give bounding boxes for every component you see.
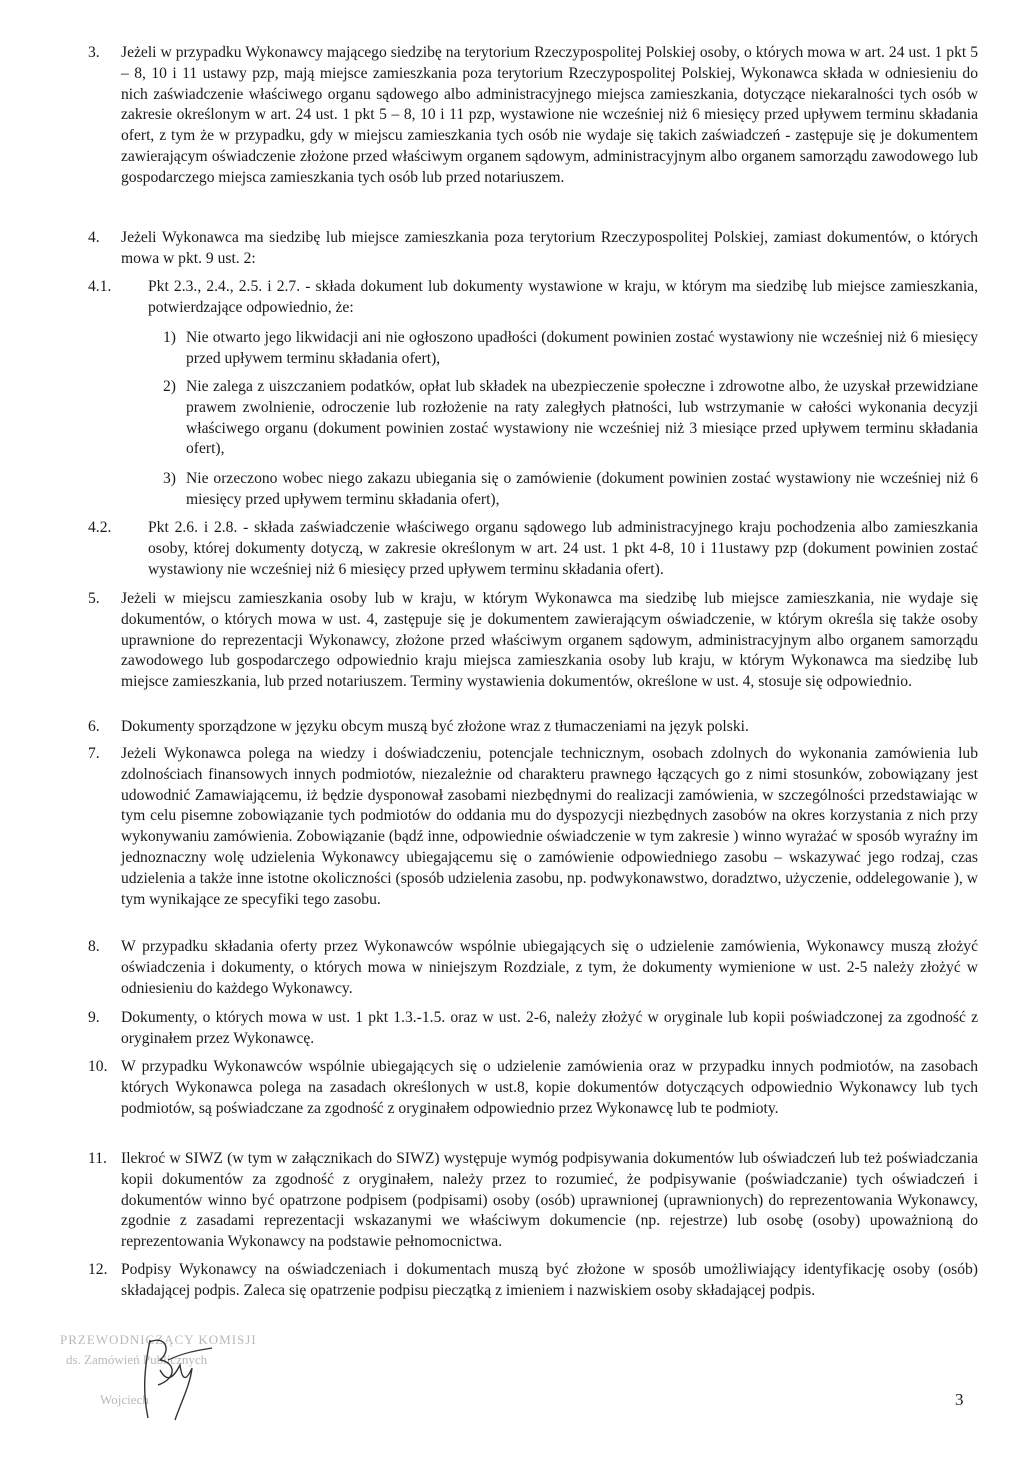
paragraph-11 bbox=[88, 1149, 978, 1253]
paragraph-text: Dokumenty, o których mowa w ust. 1 pkt 1.3.-1.5. oraz w ust. 2-6, należy złożyć w oryginale lub kopii poświadczonej za zgodność z oryginałem przez Wykonawcę. bbox=[121, 1009, 978, 1047]
paragraph-text: Jeżeli w przypadku Wykonawcy mającego siedzibę na terytorium Rzeczypospolitej Polskiej osoby, o których mowa w art. 24 ust. 1 pkt 5 – 8, 10 i 11 ustawy pzp, mają miejsce zamieszkania poza terytorium Rzeczypospolitej Polskiej, Wykonawca składa w odniesieniu do nich zaświadczenie właściwego organu sądowego albo administracyjnego miejsca zamieszkania, dotyczące niekaralności tych osób w zakresie określonym w art. 24 ust. 1 pkt 5 – 8, 10 i 11 pzp, wystawione nie wcześniej niż 6 miesięcy przed upływem terminu składania ofert, z tym że w przypadku, gdy w miejscu zamieszkania tych osób nie wydaje się takich zaświadczeń - zastępuje się je dokumentem zawierającym oświadczenie złożone przed właściwym organem sądowym, administracyjnym albo organem samorządu zawodowego lub gospodarczego miejsca zamieszkania tych osób lub przed notariuszem. bbox=[121, 44, 978, 186]
paragraph-number: 4.1. bbox=[88, 278, 112, 295]
paragraph-4 bbox=[88, 228, 978, 270]
paragraph-number: 3. bbox=[88, 44, 100, 61]
paragraph-number: 7. bbox=[88, 745, 100, 762]
paragraph-number: 8. bbox=[88, 938, 100, 955]
paragraph-text: Pkt 2.3., 2.4., 2.5. i 2.7. - składa dokument lub dokumenty wystawione w kraju, w którym ma siedzibę lub miejsce zamieszkania, potwierdzające odpowiednio, że: bbox=[148, 278, 978, 316]
point-text: Nie zalega z uiszczaniem podatków, opłat lub składek na ubezpieczenie społeczne i zdrowotne albo, że uzyskał przewidziane prawem zwolnienie, odroczenie lub rozłożenie na raty zaległych płatności, lub wstrzymanie w całości wykonania decyzji właściwego organu (dokument powinien zostać wystawiony nie wcześniej niż 3 miesiące przed upływem terminu składania ofert), bbox=[186, 378, 978, 458]
paragraph-number: 12. bbox=[88, 1261, 108, 1278]
paragraph-text: Jeżeli w miejscu zamieszkania osoby lub w kraju, w którym Wykonawca ma siedzibę lub miejsce zamieszkania, nie wydaje się dokumentów, o których mowa w ust. 4, zastępuje się je dokumentem zawierającym oświadczenie, w którym określa się także osoby uprawnione do reprezentacji Wykonawcy, złożone przed właściwym organem sądowym, administracyjnym albo organem samorządu zawodowego lub gospodarczego odpowiednio kraju miejsca zamieszkania osoby lub kraju, w którym Wykonawca ma siedzibę lub miejsce zamieszkania, lub przed notariuszem. Terminy wystawienia dokumentów, określone w ust. 4, stosuje się odpowiednio. bbox=[121, 590, 978, 691]
point-number: 1) bbox=[163, 329, 176, 346]
paragraph-number: 9. bbox=[88, 1009, 100, 1026]
paragraph-7 bbox=[88, 744, 978, 910]
paragraph-number: 4. bbox=[88, 229, 100, 246]
paragraph-text: Jeżeli Wykonawca ma siedzibę lub miejsce zamieszkania poza terytorium Rzeczypospolitej Polskiej, zamiast dokumentów, o których mowa w pkt. 9 ust. 2: bbox=[121, 229, 978, 267]
paragraph-number: 11. bbox=[88, 1150, 107, 1167]
paragraph-6 bbox=[88, 717, 978, 738]
point-number: 2) bbox=[163, 378, 176, 395]
point-2 bbox=[163, 377, 978, 460]
paragraph-3 bbox=[88, 43, 978, 189]
paragraph-12 bbox=[88, 1260, 978, 1302]
point-3 bbox=[163, 469, 978, 511]
paragraph-number: 5. bbox=[88, 590, 100, 607]
paragraph-text: Podpisy Wykonawcy na oświadczeniach i dokumentach muszą być złożone w sposób umożliwiający identyfikację osoby (osób) składającej podpis. Zaleca się opatrzenie podpisu pieczątką z imieniem i nazwiskiem osoby składającej podpis. bbox=[121, 1261, 978, 1299]
paragraph-text: Ilekroć w SIWZ (w tym w załącznikach do SIWZ) występuje wymóg podpisywania dokumentów lub oświadczeń lub też poświadczania kopii dokumentów za zgodność z oryginałem, należy przez to rozumieć, że podpisywanie (poświadczanie) tych oświadczeń i dokumentów winno być opatrzone podpisem (podpisami) osoby (osób) uprawnionej (uprawnionych) do reprezentowania Wykonawcy, zgodnie z zasadami reprezentacji wskazanymi we właściwym dokumencie (np. rejestrze) lub osobę (osoby) upoważnioną do reprezentowania Wykonawcy na podstawie pełnomocnictwa. bbox=[121, 1150, 978, 1251]
paragraph-9 bbox=[88, 1008, 978, 1050]
paragraph-5 bbox=[88, 589, 978, 693]
paragraph-number: 4.2. bbox=[88, 519, 112, 536]
point-1 bbox=[163, 328, 978, 370]
paragraph-text: W przypadku składania oferty przez Wykonawców wspólnie ubiegających się o udzielenie zamówienia, Wykonawcy muszą złożyć oświadczenia i dokumenty, o których mowa w niniejszym Rozdziale, z tym, że dokumenty wymienione w ust. 2-5 należy złożyć w odniesieniu do każdego Wykonawcy. bbox=[121, 938, 978, 997]
point-text: Nie orzeczono wobec niego zakazu ubiegania się o zamówienie (dokument powinien zostać wystawiony nie wcześniej niż 6 miesięcy przed upływem terminu składania ofert), bbox=[186, 470, 978, 508]
paragraph-4-1 bbox=[88, 277, 978, 319]
stamp-line-1: PRZEWODNICZĄCY KOMISJI bbox=[60, 1332, 257, 1347]
page-number: 3 bbox=[955, 1390, 964, 1409]
paragraph-4-2 bbox=[88, 518, 978, 580]
paragraph-text: Jeżeli Wykonawca polega na wiedzy i doświadczeniu, potencjale technicznym, osobach zdolnych do wykonania zamówienia lub zdolnościach finansowych innych podmiotów, niezależnie od charakteru prawnego łączących go z nimi stosunków, zobowiązany jest udowodnić Zamawiającemu, iż będzie dysponował zasobami niezbędnymi do realizacji zamówienia, w szczególności przedstawiając w tym celu pisemne zobowiązanie tych podmiotów do oddania mu do dyspozycji niezbędnych zasobów na okres korzystania z nich przy wykonywaniu zamówienia. Zobowiązanie (bądź inne, odpowiednie oświadczenie w tym zakresie ) winno wyrażać w sposób wyraźny im jednoznaczny wolę udzielenia Wykonawcy ubiegającemu się o zamówienie odpowiedniego zasobu – wskazywać jego rodzaj, czas udzielenia a także inne istotne okoliczności (sposób udzielenia zasobu, np. podwykonawstwo, doradztwo, użyczenie, oddelegowanie ), w tym wynikające ze specyfiki tego zasobu. bbox=[121, 745, 978, 908]
stamp-line-2: ds. Zamówień Publicznych bbox=[66, 1352, 208, 1367]
paragraph-number: 10. bbox=[88, 1058, 108, 1075]
point-number: 3) bbox=[163, 470, 176, 487]
paragraph-8 bbox=[88, 937, 978, 999]
point-text: Nie otwarto jego likwidacji ani nie ogłoszono upadłości (dokument powinien zostać wystawiony nie wcześniej niż 6 miesięcy przed upływem terminu składania ofert), bbox=[186, 329, 978, 367]
paragraph-text: Pkt 2.6. i 2.8. - składa zaświadczenie właściwego organu sądowego lub administracyjnego kraju pochodzenia albo zamieszkania osoby, której dokumenty dotyczą, w zakresie określonym w art. 24 ust. 1 pkt 4-8, 10 i 11ustawy pzp (dokument powinien zostać wystawiony nie wcześniej niż 6 miesięcy przed upływem terminu składania ofert). bbox=[148, 519, 978, 578]
paragraph-10 bbox=[88, 1057, 978, 1119]
stamp-line-3: Wojciech bbox=[100, 1392, 149, 1407]
paragraph-number: 6. bbox=[88, 718, 100, 735]
paragraph-text: Dokumenty sporządzone w języku obcym muszą być złożone wraz z tłumaczeniami na język polski. bbox=[121, 718, 749, 735]
paragraph-text: W przypadku Wykonawców wspólnie ubiegających się o udzielenie zamówienia oraz w przypadku innych podmiotów, na zasobach których Wykonawca polega na zasadach określonych w ust.8, kopie dokumentów dotyczących odpowiednio Wykonawcy lub tych podmiotów, są poświadczane za zgodność z oryginałem odpowiednio przez Wykonawcę lub te podmioty. bbox=[121, 1058, 978, 1117]
handwritten-signature bbox=[120, 1330, 220, 1425]
